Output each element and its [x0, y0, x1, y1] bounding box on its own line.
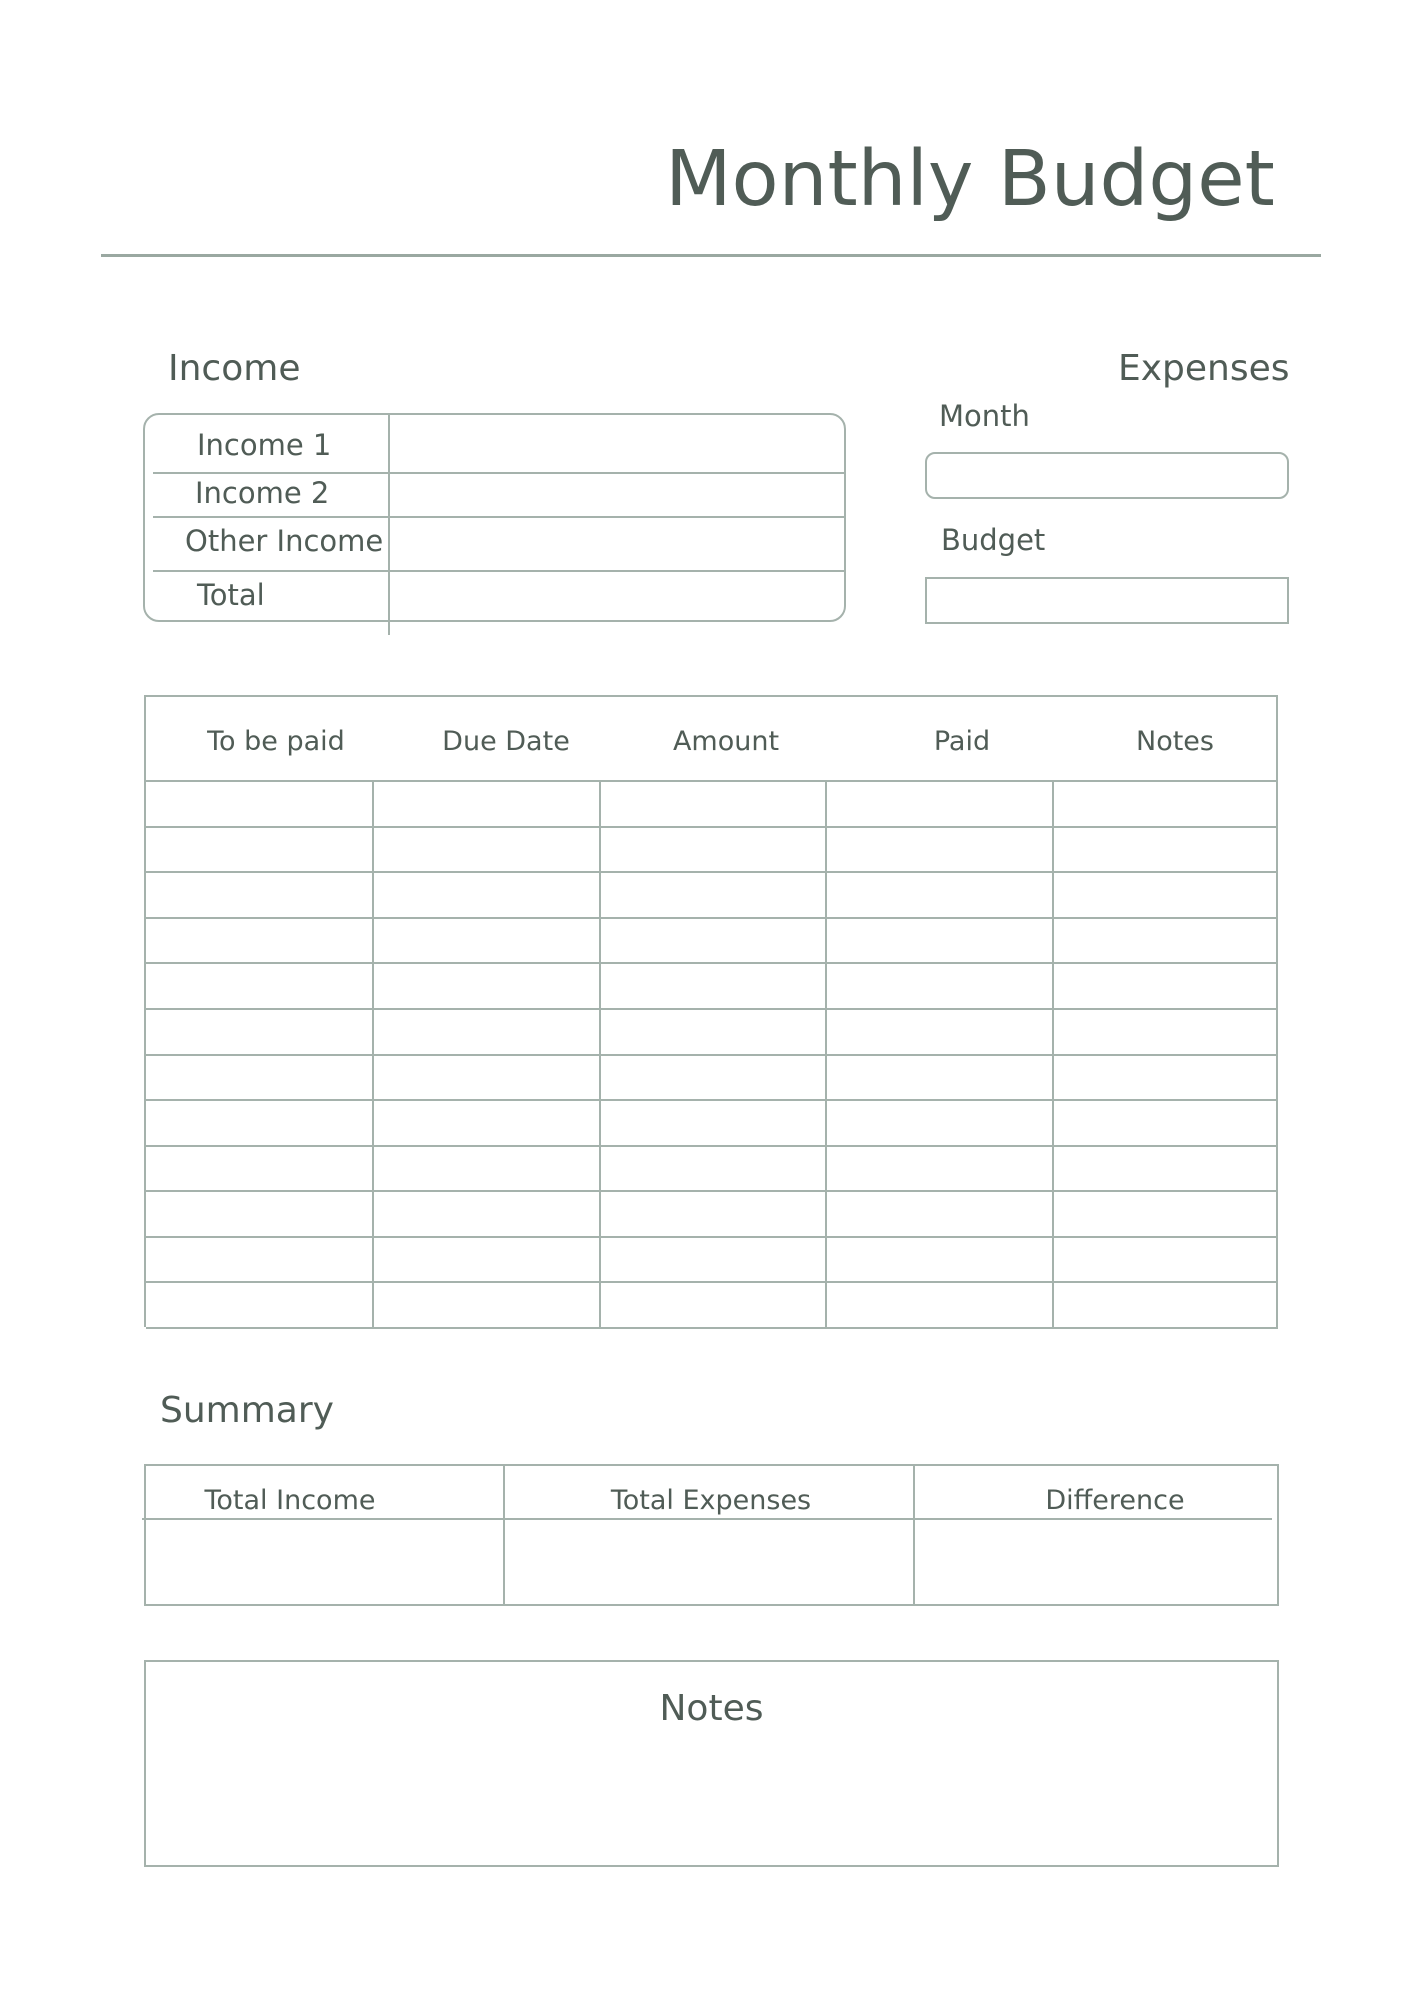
- summary-column-divider: [913, 1466, 915, 1606]
- table-cell[interactable]: [375, 783, 595, 823]
- table-cell[interactable]: [602, 965, 822, 1005]
- table-row-divider: [146, 1327, 1278, 1329]
- table-cell[interactable]: [828, 965, 1048, 1005]
- table-border-left: [144, 695, 146, 1327]
- table-cell[interactable]: [828, 1239, 1048, 1279]
- month-field[interactable]: [925, 452, 1289, 499]
- table-cell[interactable]: [602, 1057, 822, 1097]
- table-cell[interactable]: [149, 1239, 369, 1279]
- income-heading: Income: [168, 348, 301, 389]
- table-cell[interactable]: [149, 1057, 369, 1097]
- table-row-divider: [146, 1281, 1278, 1283]
- income-row-label-1: Income 1: [197, 428, 332, 462]
- income-total-value[interactable]: [393, 573, 843, 620]
- budget-label: Budget: [941, 523, 1046, 557]
- table-row-divider: [146, 1145, 1278, 1147]
- table-cell[interactable]: [828, 1057, 1048, 1097]
- table-cell[interactable]: [1055, 1148, 1275, 1188]
- table-row-divider: [146, 1054, 1278, 1056]
- table-cell[interactable]: [1055, 783, 1275, 823]
- table-cell[interactable]: [828, 1284, 1048, 1324]
- table-cell[interactable]: [1055, 920, 1275, 960]
- income-2-value[interactable]: [393, 475, 843, 515]
- table-cell[interactable]: [149, 965, 369, 1005]
- income-table: [143, 413, 846, 622]
- notes-body[interactable]: [166, 1742, 1256, 1852]
- column-header-paid: Paid: [933, 726, 991, 757]
- table-cell[interactable]: [375, 1284, 595, 1324]
- column-header-notes: Notes: [1136, 726, 1214, 757]
- table-column-divider: [1052, 780, 1054, 1327]
- table-column-divider: [825, 780, 827, 1327]
- table-cell[interactable]: [149, 1102, 369, 1142]
- income-row-divider: [153, 516, 846, 518]
- table-cell[interactable]: [375, 1193, 595, 1233]
- table-header-divider: [146, 780, 1278, 782]
- table-cell[interactable]: [375, 874, 595, 914]
- column-header-amount: Amount: [672, 726, 780, 757]
- summary-header-difference: Difference: [1045, 1485, 1185, 1516]
- table-cell[interactable]: [602, 1148, 822, 1188]
- table-column-divider: [372, 780, 374, 1327]
- month-label: Month: [939, 399, 1030, 433]
- table-cell[interactable]: [602, 1193, 822, 1233]
- summary-header-total-income: Total Income: [204, 1485, 376, 1516]
- table-cell[interactable]: [149, 1284, 369, 1324]
- table-cell[interactable]: [602, 874, 822, 914]
- table-cell[interactable]: [602, 783, 822, 823]
- page-title: Monthly Budget: [665, 135, 1275, 224]
- table-cell[interactable]: [1055, 1057, 1275, 1097]
- table-cell[interactable]: [828, 1011, 1048, 1051]
- table-border-top: [144, 695, 1278, 697]
- table-row-divider: [146, 1190, 1278, 1192]
- table-row-divider: [146, 826, 1278, 828]
- table-cell[interactable]: [828, 1148, 1048, 1188]
- table-cell[interactable]: [828, 783, 1048, 823]
- income-row-label-2: Income 2: [195, 476, 330, 510]
- table-cell[interactable]: [602, 829, 822, 869]
- total-expenses-value[interactable]: [508, 1522, 910, 1602]
- table-cell[interactable]: [375, 1057, 595, 1097]
- column-header-to-be-paid: To be paid: [207, 726, 345, 757]
- table-cell[interactable]: [375, 1011, 595, 1051]
- table-cell[interactable]: [828, 1193, 1048, 1233]
- table-row-divider: [146, 1099, 1278, 1101]
- table-cell[interactable]: [375, 829, 595, 869]
- income-row-divider: [153, 472, 846, 474]
- income-row-divider: [153, 570, 846, 572]
- table-cell[interactable]: [149, 920, 369, 960]
- table-cell[interactable]: [149, 1011, 369, 1051]
- table-cell[interactable]: [1055, 874, 1275, 914]
- summary-heading: Summary: [160, 1390, 334, 1431]
- table-cell[interactable]: [1055, 1239, 1275, 1279]
- table-row-divider: [146, 871, 1278, 873]
- difference-value[interactable]: [918, 1522, 1274, 1602]
- column-header-due-date: Due Date: [442, 726, 570, 757]
- table-cell[interactable]: [602, 1284, 822, 1324]
- notes-box[interactable]: [144, 1660, 1279, 1867]
- notes-heading: Notes: [659, 1688, 764, 1729]
- summary-column-divider: [503, 1466, 505, 1606]
- table-cell[interactable]: [375, 1102, 595, 1142]
- summary-header-total-expenses: Total Expenses: [610, 1485, 812, 1516]
- table-cell[interactable]: [149, 783, 369, 823]
- table-cell[interactable]: [149, 829, 369, 869]
- table-cell[interactable]: [375, 1239, 595, 1279]
- total-income-value[interactable]: [150, 1522, 500, 1602]
- title-divider: [101, 254, 1321, 257]
- other-income-value[interactable]: [393, 519, 843, 569]
- income-column-divider: [388, 415, 390, 635]
- table-cell[interactable]: [1055, 1284, 1275, 1324]
- table-cell[interactable]: [1055, 965, 1275, 1005]
- table-cell[interactable]: [828, 920, 1048, 960]
- table-cell[interactable]: [602, 1102, 822, 1142]
- table-column-divider: [599, 780, 601, 1327]
- table-row-divider: [146, 1008, 1278, 1010]
- table-cell[interactable]: [149, 1193, 369, 1233]
- income-row-label-total: Total: [197, 578, 265, 612]
- table-cell[interactable]: [602, 1011, 822, 1051]
- table-cell[interactable]: [828, 829, 1048, 869]
- table-cell[interactable]: [602, 920, 822, 960]
- table-row-divider: [146, 1236, 1278, 1238]
- table-row-divider: [146, 917, 1278, 919]
- table-cell[interactable]: [1055, 1193, 1275, 1233]
- table-cell[interactable]: [375, 920, 595, 960]
- expenses-heading: Expenses: [1118, 348, 1290, 389]
- table-row-divider: [146, 962, 1278, 964]
- table-cell[interactable]: [1055, 1011, 1275, 1051]
- table-cell[interactable]: [828, 1102, 1048, 1142]
- income-1-value[interactable]: [393, 417, 843, 471]
- budget-field[interactable]: [925, 577, 1289, 624]
- table-cell[interactable]: [149, 1148, 369, 1188]
- table-border-right: [1276, 695, 1278, 1327]
- table-cell[interactable]: [375, 965, 595, 1005]
- table-cell[interactable]: [1055, 829, 1275, 869]
- income-row-label-other: Other Income: [185, 524, 384, 558]
- table-cell[interactable]: [1055, 1102, 1275, 1142]
- table-cell[interactable]: [602, 1239, 822, 1279]
- table-cell[interactable]: [149, 874, 369, 914]
- table-cell[interactable]: [828, 874, 1048, 914]
- table-cell[interactable]: [375, 1148, 595, 1188]
